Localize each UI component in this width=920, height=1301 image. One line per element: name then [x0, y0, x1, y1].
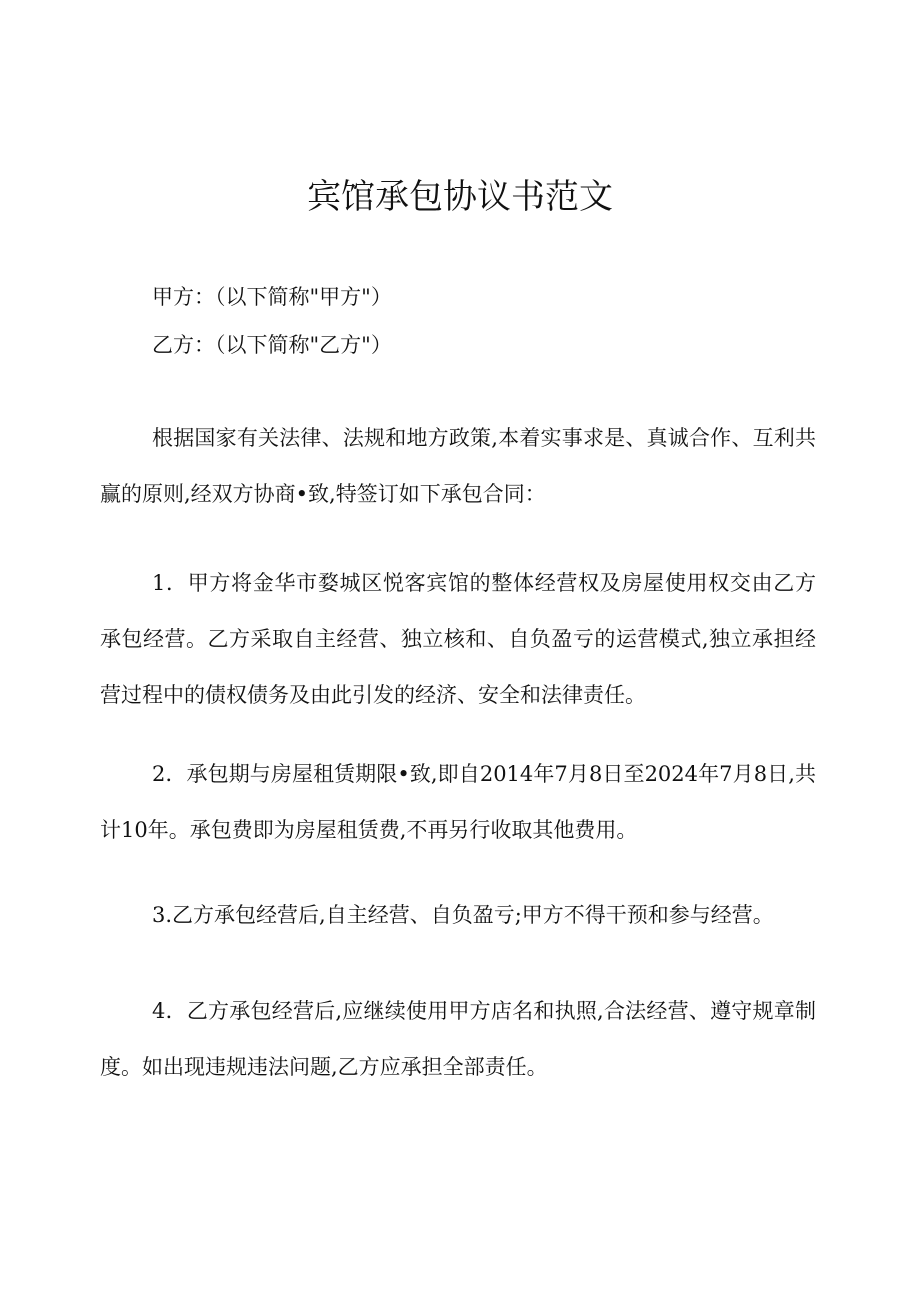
clause-4: 4．乙方承包经营后,应继续使用甲方店名和执照,合法经营、遵守规章制度。如出现违规违法问题,乙方应承担全部责任。: [100, 999, 816, 1079]
party-b-line: 乙方：（以下简称"乙方"）: [152, 333, 392, 357]
party-a-line: 甲方：（以下简称"甲方"）: [152, 285, 392, 309]
clause-2: 2．承包期与房屋租赁期限•致,即自2014年7月8日至2024年7月8日,共计10年。承包费即为房屋租赁费,不再另行收取其他费用。: [100, 762, 816, 842]
intro-paragraph: 根据国家有关法律、法规和地方政策,本着实事求是、真诚合作、互利共赢的原则,经双方协商•致,特签订如下承包合同：: [100, 426, 816, 506]
clause-3: 3.乙方承包经营后,自主经营、自负盈亏;甲方不得干预和参与经营。: [152, 903, 774, 927]
clause-1: 1．甲方将金华市婺城区悦客宾馆的整体经营权及房屋使用权交由乙方承包经营。乙方采取自主经营、独立核和、自负盈亏的运营模式,独立承担经营过程中的债权债务及由此引发的经济、安全和法律责任。: [100, 571, 816, 707]
document-title: 宾馆承包协议书范文: [307, 177, 613, 217]
